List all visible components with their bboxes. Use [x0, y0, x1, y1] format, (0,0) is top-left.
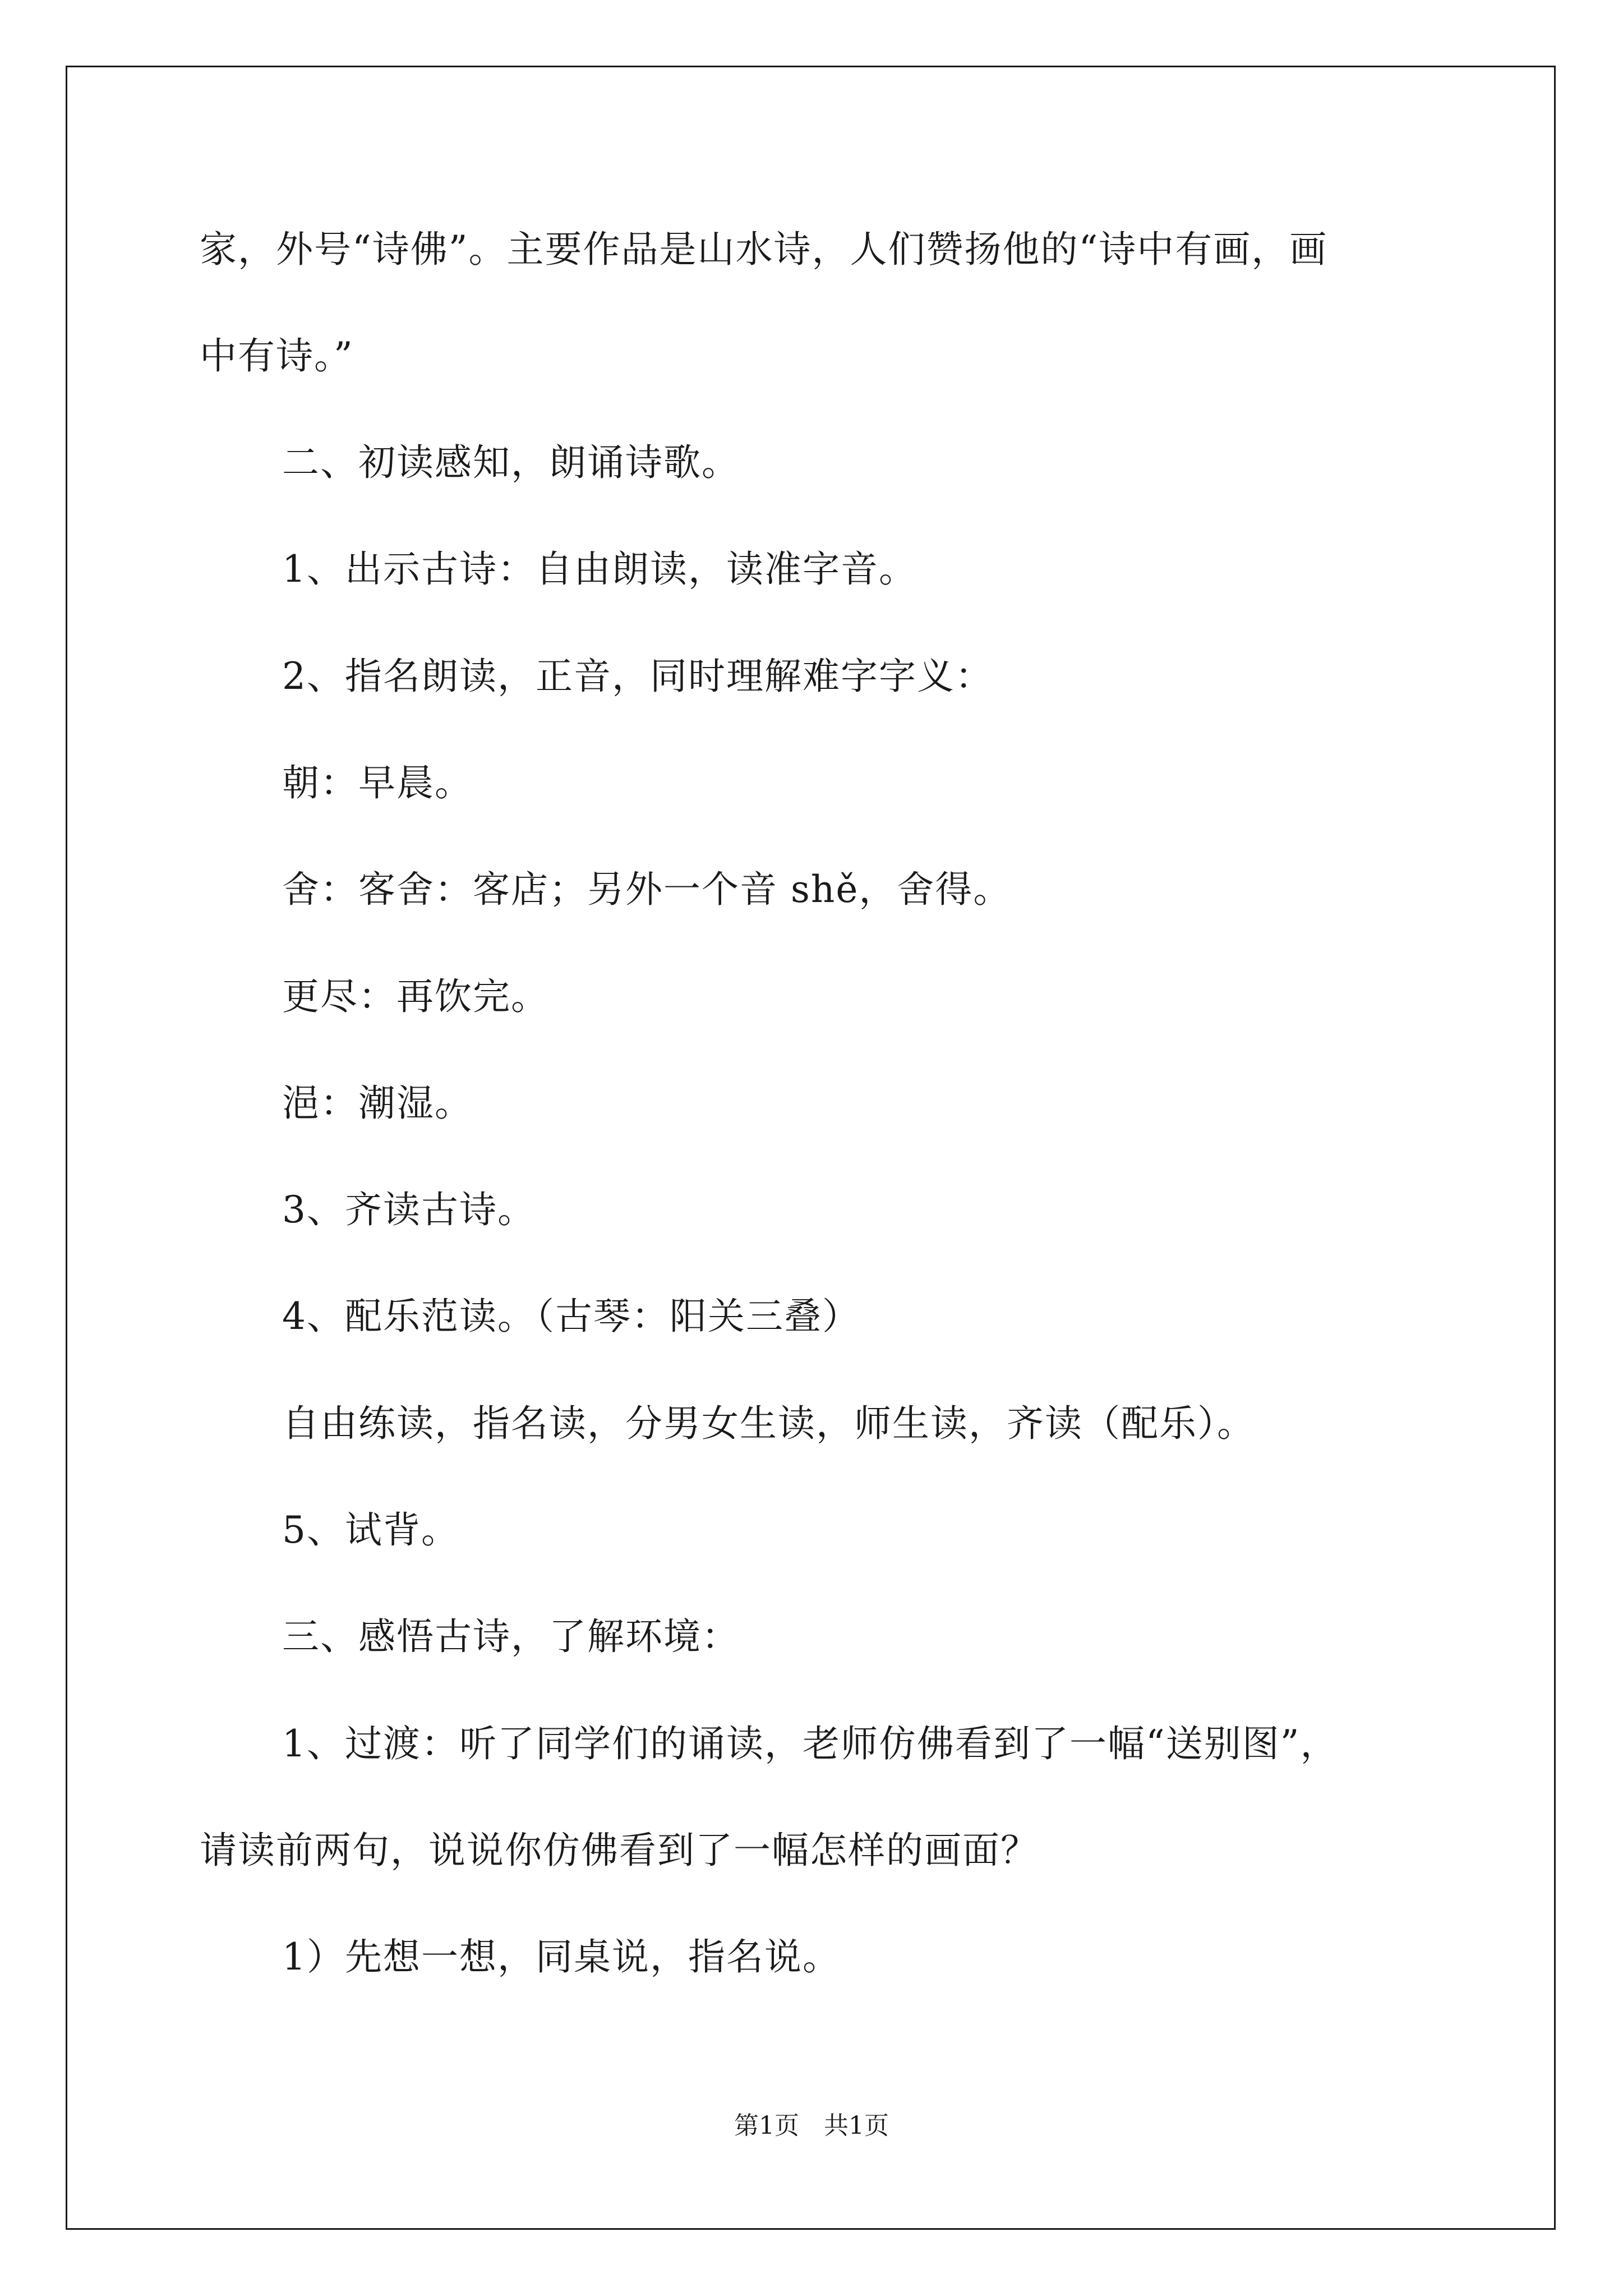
- paragraph-line: 3、齐读古诗。: [282, 1188, 536, 1231]
- section-heading: 三、感悟古诗，了解环境：: [282, 1615, 740, 1658]
- section-heading: 二、初读感知，朗诵诗歌。: [282, 441, 740, 484]
- paragraph-line: 浥：潮湿。: [282, 1082, 473, 1125]
- paragraph-line: 朝：早晨。: [282, 761, 473, 804]
- paragraph-line: 1、过渡：听了同学们的诵读，老师仿佛看到了一幅“送别图”，: [282, 1722, 1339, 1765]
- paragraph-line: 更尽：再饮完。: [282, 975, 549, 1018]
- paragraph-line: 自由练读，指名读，分男女生读，师生读，齐读（配乐）。: [282, 1402, 1255, 1445]
- paragraph-line: 1、出示古诗：自由朗读，读准字音。: [282, 547, 917, 591]
- paragraph-line: 舍：客舍：客店；另外一个音 shě，舍得。: [282, 868, 1012, 911]
- paragraph-line: 1）先想一想，同桌说，指名说。: [282, 1935, 841, 1978]
- paragraph-line: 家，外号“诗佛”。主要作品是山水诗，人们赞扬他的“诗中有画，画: [200, 228, 1328, 271]
- page-footer: 第1页 共1页: [734, 2111, 889, 2140]
- paragraph-line: 5、试背。: [282, 1508, 459, 1552]
- paragraph-line: 2、指名朗读，正音，同时理解难字字义：: [282, 655, 993, 698]
- paragraph-line: 中有诗。”: [200, 334, 354, 378]
- page-border: [66, 66, 1556, 2230]
- paragraph-line: 4、配乐范读。（古琴：阳关三叠）: [282, 1295, 860, 1338]
- paragraph-line: 请读前两句，说说你仿佛看到了一幅怎样的画面？: [200, 1829, 1039, 1872]
